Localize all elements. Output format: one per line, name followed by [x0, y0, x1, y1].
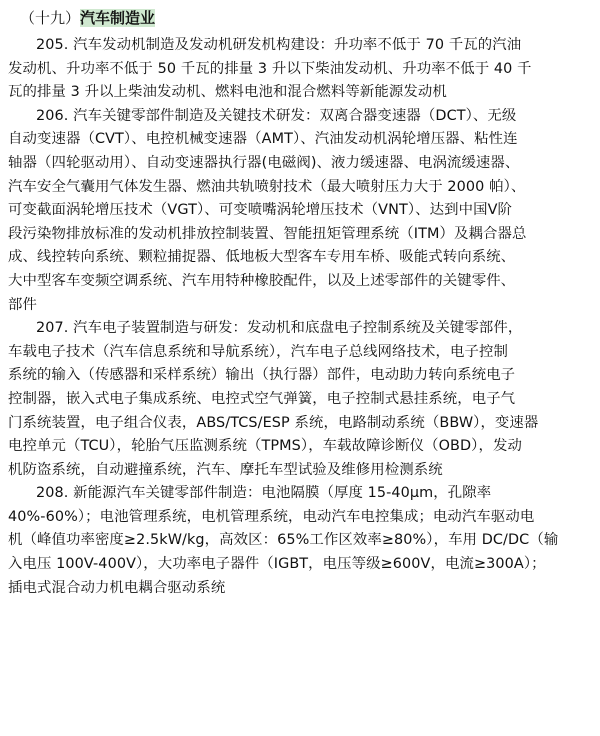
paragraph-line: 40%-60%）；电池管理系统，电机管理系统，电动汽车电控集成；电动汽车驱动电	[8, 508, 535, 525]
section-title: 汽车制造业	[80, 9, 156, 27]
paragraph-line: 瓦的排量 3 升以上柴油发动机、燃料电池和混合燃料等新能源发动机	[8, 84, 447, 101]
paragraph-line: 汽车安全气囊用气体发生器、燃油共轨喷射技术（最大喷射压力大于 2000 帕）、	[8, 178, 526, 195]
paragraph-line: 发动机、升功率不低于 50 千瓦的排量 3 升以下柴油发动机、升功率不低于 40 千	[8, 60, 532, 77]
paragraph-line: 207. 汽车电子装置制造与研发：发动机和底盘电子控制系统及关键零部件，	[36, 320, 523, 337]
paragraph-line: 可变截面涡轮增压技术（VGT）、可变喷嘴涡轮增压技术（VNT）、达到中国Ⅴ阶	[8, 202, 513, 219]
paragraph-line: 206. 汽车关键零部件制造及关键技术研发：双离合器变速器（DCT）、无级	[36, 107, 517, 124]
section-heading	[8, 6, 592, 30]
paragraph-line: 门系统装置，电子组合仪表，ABS/TCS/ESP 系统，电路制动系统（BBW），变速器	[8, 414, 539, 431]
paragraph-line: 205. 汽车发动机制造及发动机研发机构建设：升功率不低于 70 千瓦的汽油	[36, 37, 522, 53]
paragraph-205	[8, 34, 592, 105]
paragraph-206	[8, 105, 592, 317]
paragraph-line: 段污染物排放标准的发动机排放控制装置、智能扭矩管理系统（ITM）及耦合器总	[8, 225, 527, 242]
paragraph-line: 电控单元（TCU），轮胎气压监测系统（TPMS），车载故障诊断仪（OBD），发动	[8, 438, 522, 455]
paragraph-line: 机（峰值功率密度≥2.5kW/kg，高效区：65%工作区效率≥80%），车用 DC/DC（输	[8, 532, 559, 549]
section-number: （十九）	[20, 9, 81, 27]
paragraph-line: 机防盗系统，自动避撞系统，汽车、摩托车型试验及维修用检测系统	[8, 461, 443, 478]
paragraph-line: 大中型客车变频空调系统、汽车用特种橡胶配件，以及上述零部件的关键零件、	[8, 272, 516, 289]
paragraph-208	[8, 482, 592, 600]
paragraph-line: 部件	[8, 296, 37, 313]
paragraph-line: 入电压 100V-400V），大功率电子器件（IGBT，电压等级≥600V，电流≥300A）；	[8, 556, 546, 573]
paragraph-207	[8, 317, 592, 482]
paragraph-line: 控制器，嵌入式电子集成系统、电控式空气弹簧，电子控制式悬挂系统，电子气	[8, 390, 516, 407]
paragraph-line: 自动变速器（CVT）、电控机械变速器（AMT）、汽油发动机涡轮增压器、粘性连	[8, 131, 518, 148]
paragraph-line: 车载电子技术（汽车信息系统和导航系统），汽车电子总线网络技术，电子控制	[8, 343, 508, 360]
paragraph-line: 轴器（四轮驱动用）、自动变速器执行器(电磁阀)、液力缓速器、电涡流缓速器、	[8, 154, 520, 171]
paragraph-line: 成、线控转向系统、颗粒捕捉器、低地板大型客车专用车桥、吸能式转向系统、	[8, 249, 516, 266]
paragraph-line: 208. 新能源汽车关键零部件制造：电池隔膜（厚度 15-40μm，孔隙率	[36, 485, 492, 502]
paragraph-line: 系统的输入（传感器和采样系统）输出（执行器）部件，电动助力转向系统电子	[8, 367, 516, 384]
paragraph-line: 插电式混合动力机电耦合驱动系统	[8, 579, 226, 596]
